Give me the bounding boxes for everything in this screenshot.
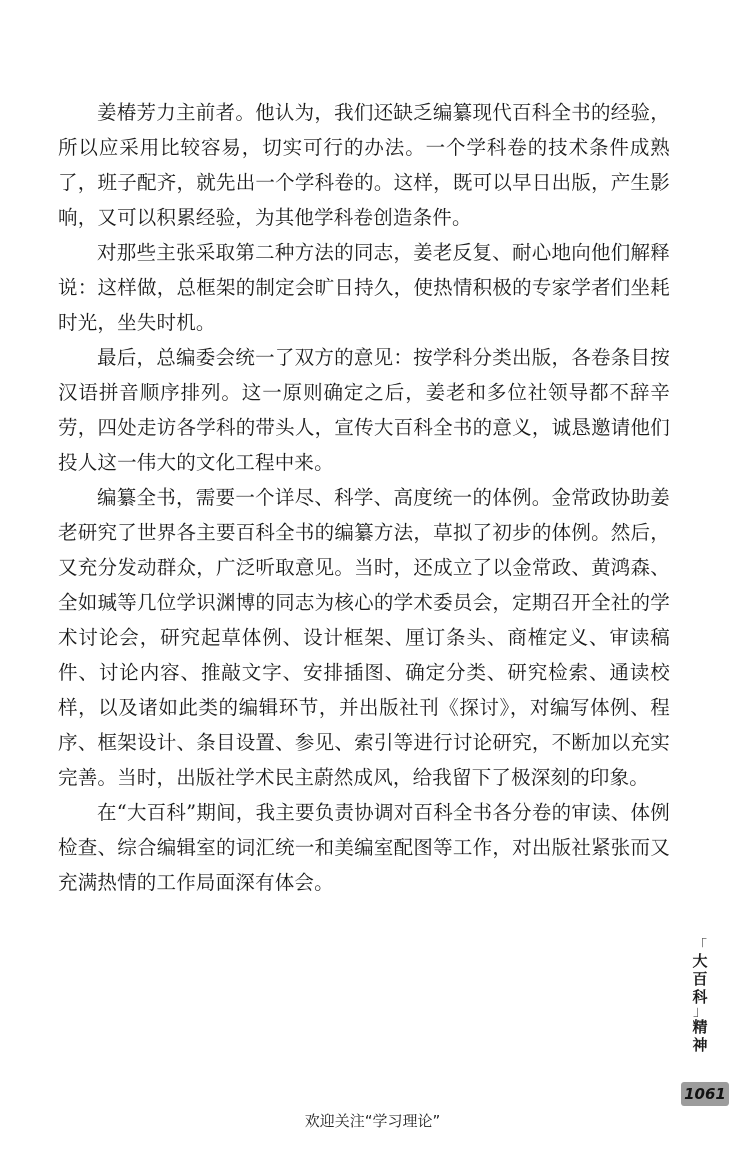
- page-number: 1061: [681, 1082, 729, 1106]
- paragraph-4: 编纂全书，需要一个详尽、科学、高度统一的体例。金常政协助姜老研究了世界各主要百科全书的编纂方法，草拟了初步的体例。然后，又充分发动群众，广泛听取意见。当时，还成立了以金常政、黄鸿森、全如瑊等几位学识渊博的同志为核心的学术委员会，定期召开全社的学术讨论会，研究起草体例、设计框架、厘订条头、商榷定义、审读稿件、讨论内容、推敲文字、安排插图、确定分类、研究检索、通读校样，以及诸如此类的编辑环节，并出版社刊《探讨》，对编写体例、程序、框架设计、条目设置、参见、索引等进行讨论研究，不断加以充实完善。当时，出版社学术民主蔚然成风，给我留下了极深刻的印象。: [58, 486, 670, 789]
- side-tab-char: 大: [692, 952, 708, 970]
- side-tab-char: 科: [692, 988, 708, 1006]
- side-tab-open-bracket: 「: [693, 938, 707, 954]
- body-text: [58, 95, 670, 900]
- footer-watermark-text: 欢迎关注“学习理论”: [304, 1112, 441, 1130]
- paragraph-5: 在“大百科”期间，我主要负责协调对百科全书各分卷的审读、体例检查、综合编辑室的词汇统一和美编室配图等工作，对出版社紧张而又充满热情的工作局面深有体会。: [58, 801, 670, 894]
- side-tab-suffix-char: 神: [692, 1036, 708, 1054]
- side-tab-char: 百: [692, 970, 708, 988]
- side-tab-close-bracket: 」: [693, 1004, 707, 1020]
- paragraph-3: 最后，总编委会统一了双方的意见：按学科分类出版，各卷条目按汉语拼音顺序排列。这一原则确定之后，姜老和多位社领导都不辞辛劳，四处走访各学科的带头人，宣传大百科全书的意义，诚恳邀请他们投人这一伟大的文化工程中来。: [58, 346, 670, 474]
- paragraph-1: 姜椿芳力主前者。他认为，我们还缺乏编纂现代百科全书的经验，所以应采用比较容易，切实可行的办法。一个学科卷的技术条件成熟了，班子配齐，就先出一个学科卷的。这样，既可以早日出版，产生影响，又可以积累经验，为其他学科卷创造条件。: [58, 101, 670, 229]
- chapter-side-tab: [683, 940, 717, 1054]
- paragraph-2: 对那些主张采取第二种方法的同志，姜老反复、耐心地向他们解释说：这样做，总框架的制定会旷日持久，使热情积极的专家学者们坐耗时光，坐失时机。: [58, 241, 670, 334]
- side-tab-suffix-char: 精: [692, 1018, 708, 1036]
